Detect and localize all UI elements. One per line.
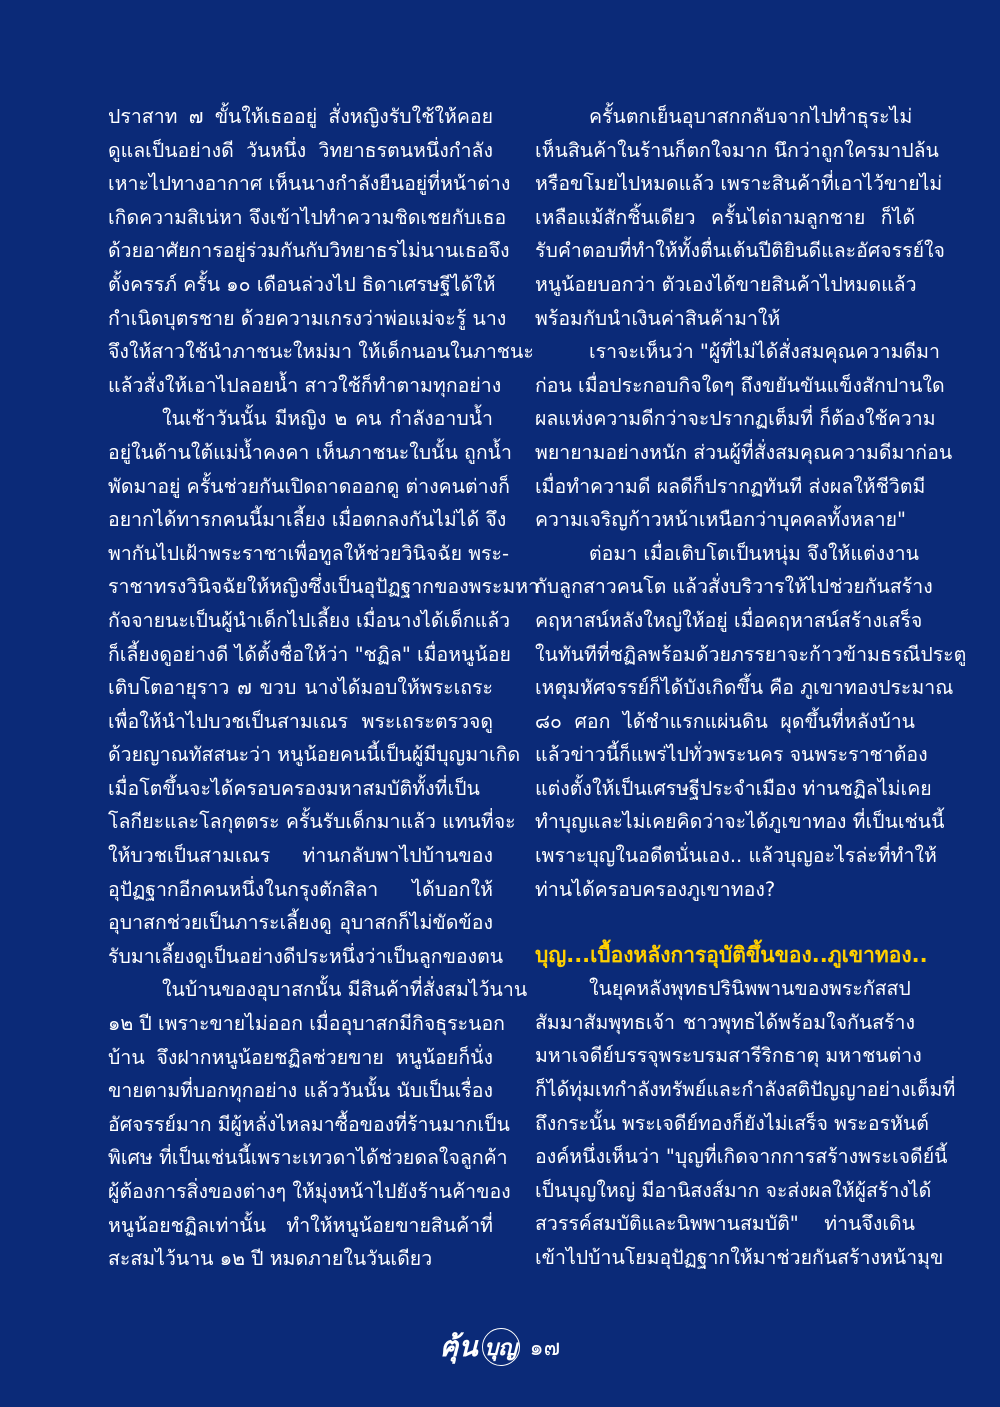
text-line: ตั้งครรภ์ ครั้น ๑๐ เดือนล่วงไป ธิดาเศรษฐีได้ให้ bbox=[108, 272, 496, 296]
text-line: ให้บวชเป็นสามเณร ท่านกลับพาไปบ้านของ bbox=[108, 844, 493, 868]
text-line: เห็นสินค้าในร้านก็ตกใจมาก นึกว่าถูกใครมาปล้น bbox=[535, 138, 939, 162]
text-line: หนูน้อยบอกว่า ตัวเองได้ขายสินค้าไปหมดแล้ว bbox=[535, 272, 917, 296]
text-line: สะสมไว้นาน ๑๒ ปี หมดภายในวันเดียว bbox=[108, 1247, 433, 1271]
text-line: เมื่อโตขึ้นจะได้ครอบครองมหาสมบัติทั้งที่เป็น bbox=[108, 776, 480, 800]
text-line: อยากได้ทารกคนนี้มาเลี้ยง เมื่อตกลงกันไม่ได้ จึง bbox=[108, 508, 507, 532]
text-line: หนูน้อยชฏิลเท่านั้น ทำให้หนูน้อยขายสินค้าที่ bbox=[108, 1213, 493, 1237]
text-line: อุบาสกช่วยเป็นภาระเลี้ยงดู อุบาสกก็ไม่ขัดข้อง bbox=[108, 911, 493, 935]
right-column bbox=[535, 100, 967, 1275]
text-line: เราจะเห็นว่า "ผู้ที่ไม่ได้สั่งสมคุณความดีมา bbox=[589, 340, 940, 364]
text-line: ๘๐ ศอก ได้ชำแรกแผ่นดิน ผุดขึ้นที่หลังบ้าน bbox=[535, 709, 915, 733]
text-line: แต่งตั้งให้เป็นเศรษฐีประจำเมือง ท่านชฏิลไม่เคย bbox=[535, 776, 932, 800]
text-line: ในทันทีที่ชฏิลพร้อมด้วยภรรยาจะก้าวข้ามธรณีประตู bbox=[535, 642, 967, 666]
text-line: รับคำตอบที่ทำให้ทั้งตื่นเต้นปีติยินดีและอัศจรรย์ใจ bbox=[535, 239, 945, 263]
text-line: พัดมาอยู่ ครั้นช่วยกันเปิดถาดออกดู ต่างคนต่างก็ bbox=[108, 474, 510, 498]
text-line: ด้วยญาณทัสสนะว่า หนูน้อยคนนี้เป็นผู้มีบุญมาเกิด bbox=[108, 743, 521, 767]
text-line: เป็นบุญใหญ่ มีอานิสงส์มาก จะส่งผลให้ผู้สร้างได้ bbox=[535, 1178, 932, 1202]
text-line: ครั้นตกเย็นอุบาสกกลับจากไปทำธุระไม่ bbox=[589, 105, 913, 128]
magazine-logo bbox=[440, 1325, 520, 1369]
page-number: ๑๗ bbox=[529, 1335, 561, 1361]
text-line: อยู่ในด้านใต้แม่น้ำคงคา เห็นภาชนะใบนั้น ถูกน้ำ bbox=[108, 440, 512, 464]
text-line: คฤหาสน์หลังใหญ่ให้อยู่ เมื่อคฤหาสน์สร้างเสร็จ bbox=[535, 608, 923, 632]
text-line: สวรรค์สมบัติและนิพพานสมบัติ" ท่านจึงเดิน bbox=[535, 1212, 915, 1236]
right-column-bottom-text bbox=[535, 972, 956, 1274]
text-line: บ้าน จึงฝากหนูน้อยชฏิลช่วยขาย หนูน้อยก็นั่ง bbox=[108, 1045, 493, 1069]
text-line: พยายามอย่างหนัก ส่วนผู้ที่สั่งสมคุณความดีมาก่อน bbox=[535, 440, 953, 464]
text-line: ขายตามที่บอกทุกอย่าง แล้ววันนั้น นับเป็นเรื่อง bbox=[108, 1079, 493, 1103]
left-column bbox=[108, 100, 540, 1276]
text-line: เพราะบุญในอดีตนั่นเอง.. แล้วบุญอะไรล่ะที่ทำให้ bbox=[535, 844, 937, 868]
text-line: กำเนิดบุตรชาย ด้วยความเกรงว่าพ่อแม่จะรู้ นาง bbox=[108, 306, 507, 330]
text-line: ด้วยอาศัยการอยู่ร่วมกันกับวิทยาธรไม่นานเธอจึง bbox=[108, 239, 510, 263]
text-line: พิเศษ ที่เป็นเช่นนี้เพราะเทวดาได้ช่วยดลใจลูกค้า bbox=[108, 1146, 508, 1170]
text-line: เข้าไปบ้านโยมอุปัฏฐากให้มาช่วยกันสร้างหน้ามุข bbox=[535, 1246, 944, 1269]
text-line: ต่อมา เมื่อเติบโตเป็นหนุ่ม จึงให้แต่งงาน bbox=[589, 541, 919, 565]
text-line: พร้อมกับนำเงินค่าสินค้ามาให้ bbox=[535, 306, 781, 330]
text-line: มหาเจดีย์บรรจุพระบรมสารีริกธาตุ มหาชนต่าง bbox=[535, 1044, 922, 1068]
text-line: เหตุมหัศจรรย์ก็ได้บังเกิดขึ้น คือ ภูเขาทองประมาณ bbox=[535, 676, 954, 700]
page-footer bbox=[0, 1322, 1000, 1372]
text-line: กับลูกสาวคนโต แล้วสั่งบริวารให้ไปช่วยกันสร้าง bbox=[535, 575, 933, 599]
text-line: เติบโตอายุราว ๗ ขวบ นางได้มอบให้พระเถระ bbox=[108, 676, 493, 700]
text-line: พากันไปเฝ้าพระราชาเพื่อทูลให้ช่วยวินิจฉัย พระ- bbox=[108, 541, 510, 565]
text-line: ๑๒ ปี เพราะขายไม่ออก เมื่ออุบาสกมีกิจธุระนอก bbox=[108, 1012, 505, 1036]
logo-text-right: บุญ bbox=[484, 1334, 518, 1361]
text-line: รับมาเลี้ยงดูเป็นอย่างดีประหนึ่งว่าเป็นลูกของตน bbox=[108, 944, 504, 968]
logo-text-left: ฅุ้น bbox=[439, 1330, 478, 1363]
text-line: แล้วสั่งให้เอาไปลอยน้ำ สาวใช้ก็ทำตามทุกอย่าง bbox=[108, 373, 502, 397]
text-line: ผู้ต้องการสิ่งของต่างๆ ให้มุ่งหน้าไปยังร้านค้าของ bbox=[108, 1180, 511, 1203]
text-line: เหลือแม้สักชิ้นเดียว ครั้นไต่ถามลูกชาย ก็ได้ bbox=[535, 205, 915, 229]
text-line: องค์หนึ่งเห็นว่า "บุญที่เกิดจากการสร้างพระเจดีย์นี้ bbox=[535, 1145, 948, 1169]
text-line: อุปัฏฐากอีกคนหนึ่งในกรุงตักสิลา ได้บอกให้ bbox=[108, 877, 493, 901]
text-line: ถึงกระนั้น พระเจดีย์ทองก็ยังไม่เสร็จ พระอรหันต์ bbox=[535, 1111, 929, 1135]
text-line: ปราสาท ๗ ขั้นให้เธออยู่ สั่งหญิงรับใช้ให้คอย bbox=[108, 105, 493, 128]
text-line: ราชาทรงวินิจฉัยให้หญิงซึ่งเป็นอุปัฏฐากของพระมหา bbox=[108, 575, 540, 599]
text-line: ก่อน เมื่อประกอบกิจใดๆ ถึงขยันขันแข็งสักปานใด bbox=[535, 373, 945, 397]
text-line: ผลแห่งความดีกว่าจะปรากฏเต็มที่ ก็ต้องใช้ความ bbox=[535, 407, 936, 431]
text-line: ในเช้าวันนั้น มีหญิง ๒ คน กำลังอาบน้ำ bbox=[162, 407, 493, 431]
text-line: อัศจรรย์มาก มีผู้หลั่งไหลมาซื้อของที่ร้านมากเป็น bbox=[108, 1112, 510, 1136]
text-line: ท่านได้ครอบครองภูเขาทอง? bbox=[535, 877, 776, 901]
text-line: สัมมาสัมพุทธเจ้า ชาวพุทธได้พร้อมใจกันสร้าง bbox=[535, 1010, 915, 1034]
text-line: หรือขโมยไปหมดแล้ว เพราะสินค้าที่เอาไว้ขายไม่ bbox=[535, 172, 943, 196]
text-line: ความเจริญก้าวหน้าเหนือกว่าบุคคลทั้งหลาย" bbox=[535, 508, 907, 532]
text-line: เพื่อให้นำไปบวชเป็นสามเณร พระเถระตรวจดู bbox=[108, 709, 493, 733]
section-spacer bbox=[535, 906, 915, 938]
text-line: กัจจายนะเป็นผู้นำเด็กไปเลี้ยง เมื่อนางได้เด็กแล้ว bbox=[108, 608, 511, 632]
text-line: ก็ได้ทุ่มเทกำลังทรัพย์และกำลังสติปัญญาอย่างเต็มที่ bbox=[535, 1078, 956, 1102]
text-line: โลกียะและโลกุตตระ ครั้นรับเด็กมาแล้ว แทนที่จะ bbox=[108, 810, 516, 834]
text-line: เหาะไปทางอากาศ เห็นนางกำลังยืนอยู่ที่หน้าต่าง bbox=[108, 172, 511, 196]
text-line: ดูแลเป็นอย่างดี วันหนึ่ง วิทยาธรตนหนึ่งกำลัง bbox=[108, 138, 493, 162]
logo-ring bbox=[482, 1328, 520, 1366]
section-heading: บุญ...เบื้องหลังการอุบัติขึ้นของ..ภูเขาทอง.. bbox=[535, 943, 928, 968]
text-line: จึงให้สาวใช้นำภาชนะใหม่มา ให้เด็กนอนในภาชนะ bbox=[108, 340, 534, 364]
text-line: แล้วข่าวนี้ก็แพร่ไปทั่วพระนคร จนพระราชาต้อง bbox=[535, 743, 928, 767]
right-column-top-text bbox=[535, 100, 967, 906]
text-line: เมื่อทำความดี ผลดีก็ปรากฏทันที ส่งผลให้ชีวิตมี bbox=[535, 474, 926, 498]
text-line: เกิดความสิเน่หา จึงเข้าไปทำความชิดเชยกับเธอ bbox=[108, 205, 507, 229]
text-line: ก็เลี้ยงดูอย่างดี ได้ตั้งชื่อให้ว่า "ชฏิล" เมื่อหนูน้อย bbox=[108, 642, 511, 666]
text-line: ทำบุญและไม่เคยคิดว่าจะได้ภูเขาทอง ที่เป็นเช่นนี้ bbox=[535, 810, 945, 834]
text-line: ในยุคหลังพุทธปรินิพพานของพระกัสสป bbox=[589, 977, 911, 1001]
text-line: ในบ้านของอุบาสกนั้น มีสินค้าที่สั่งสมไว้นาน bbox=[162, 978, 528, 1002]
